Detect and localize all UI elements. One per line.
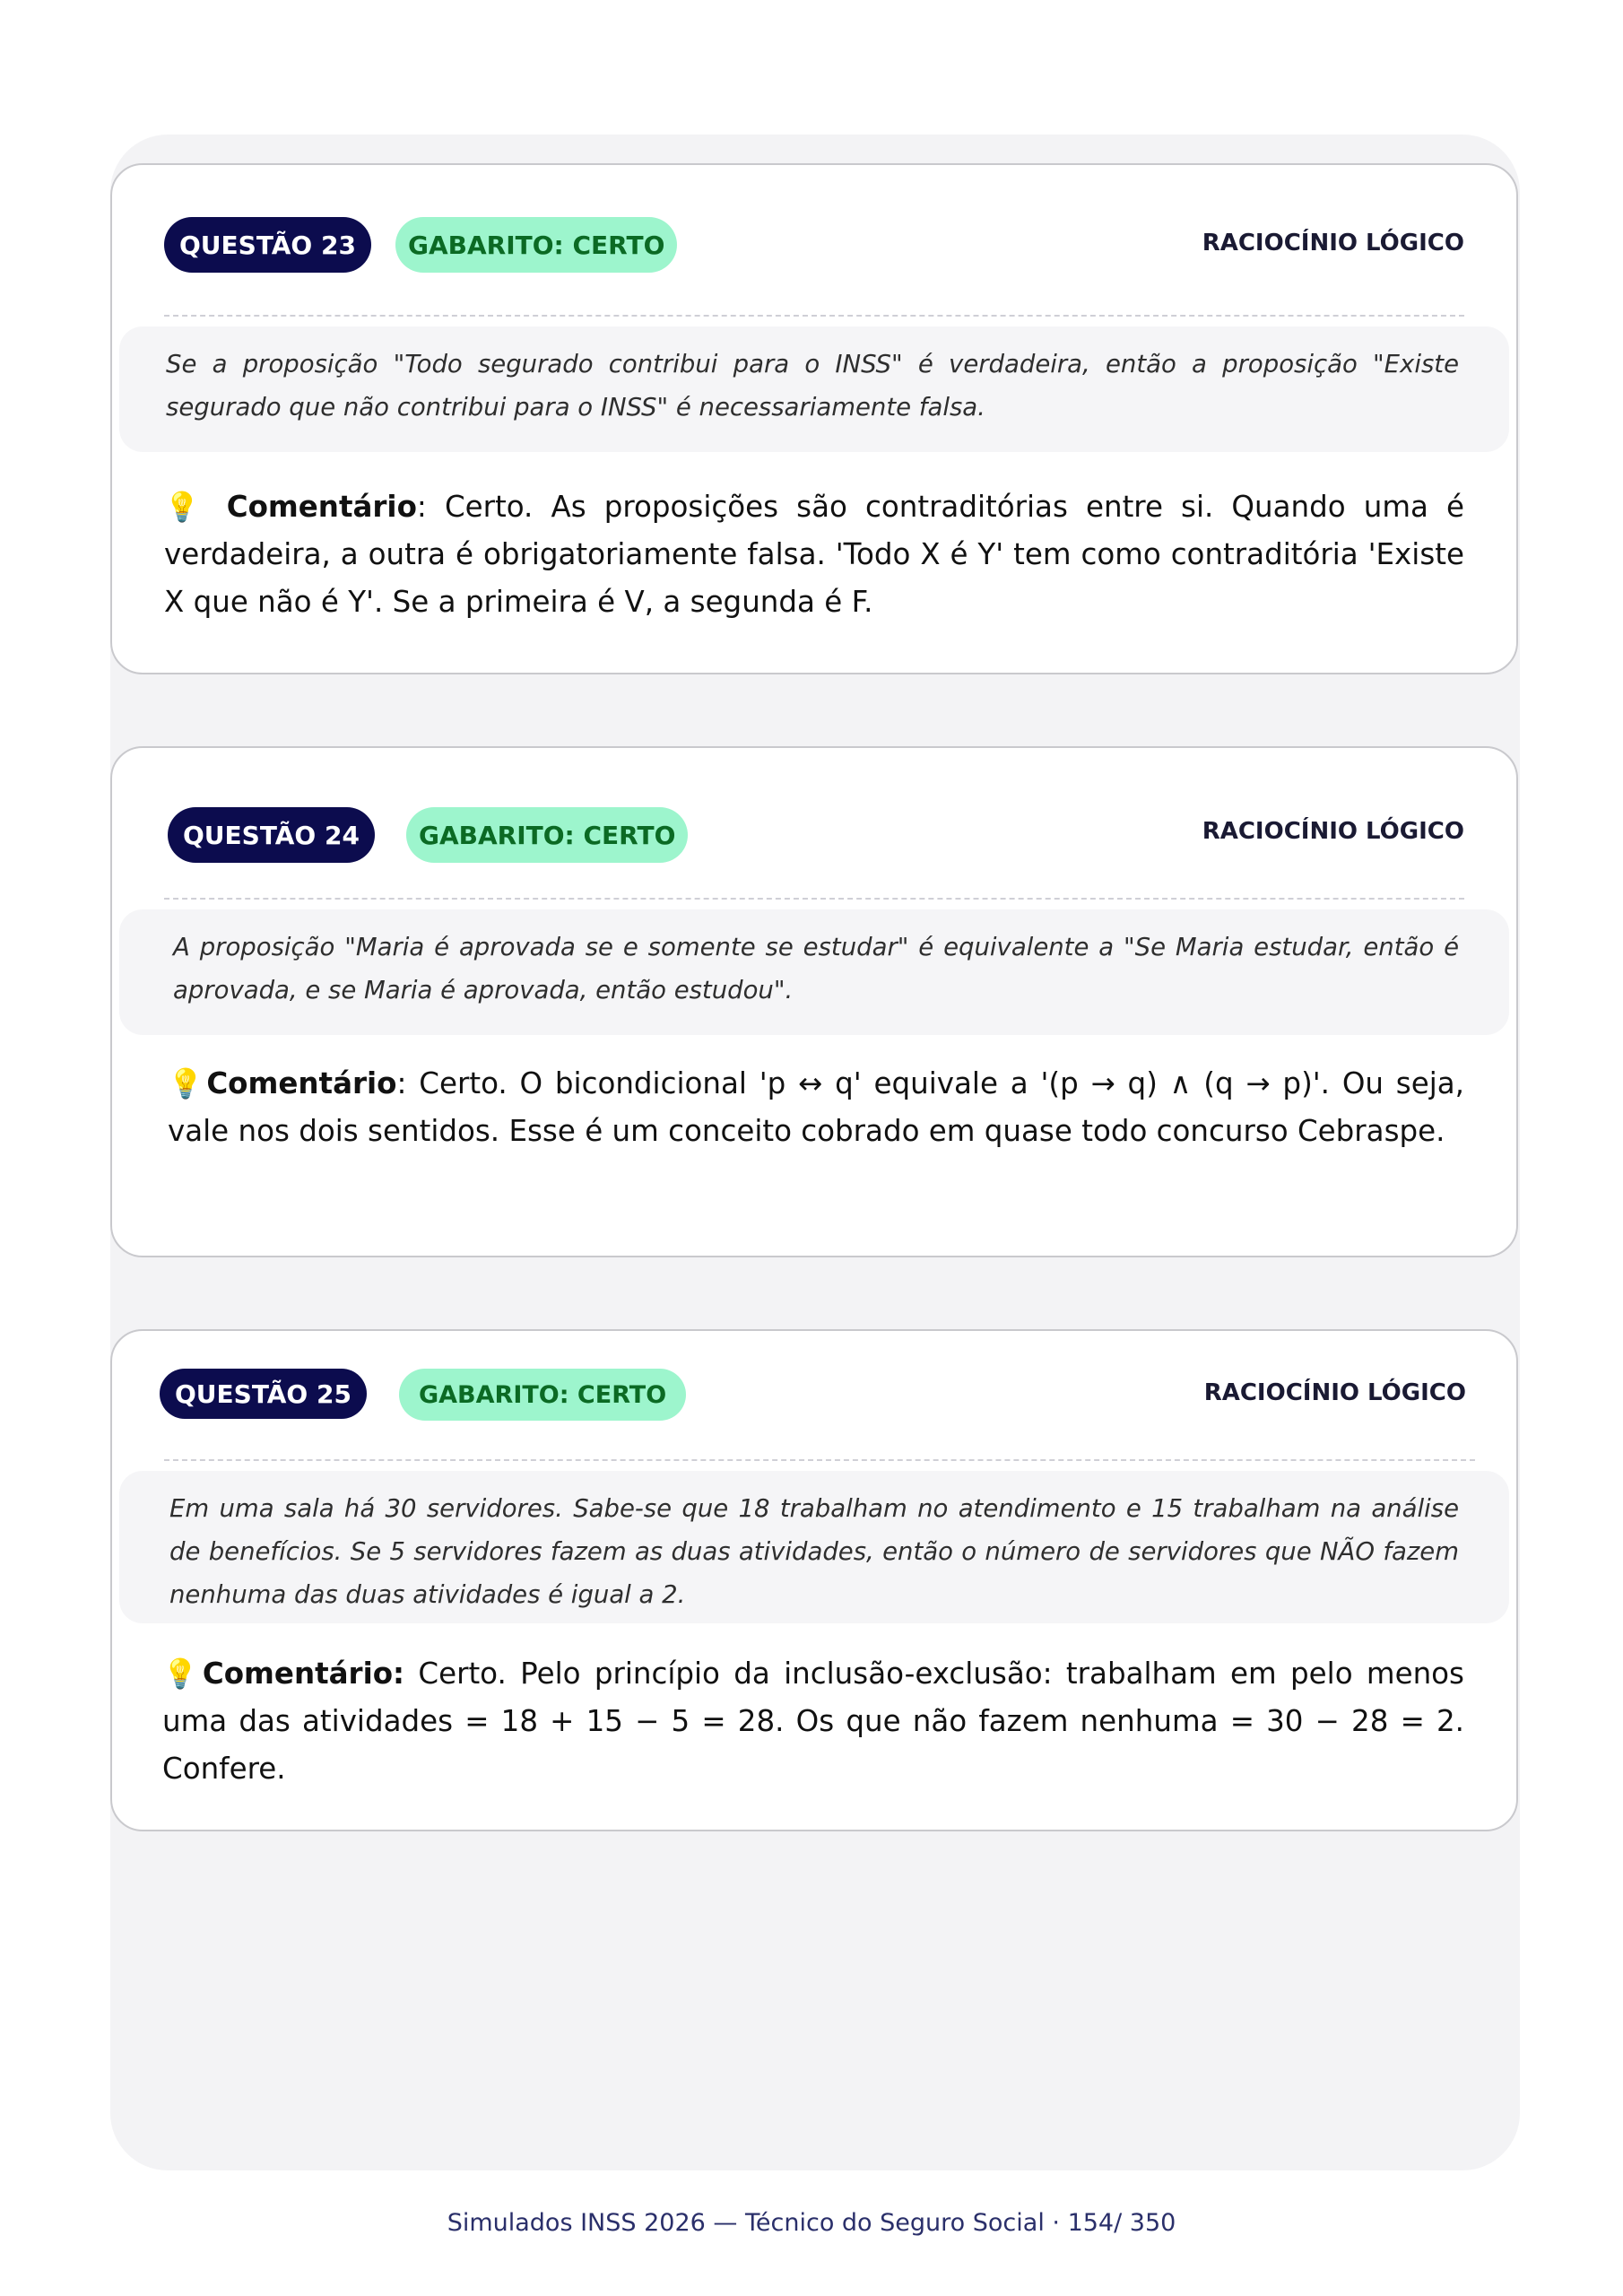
question-number-badge: QUESTÃO 25 xyxy=(160,1369,367,1419)
comment xyxy=(164,483,1464,626)
comment-text: Certo. Pelo princípio da inclusão-exclusão: trabalham em pelo menos uma das atividades = 18 + 15 − 5 = 28. Os que não fazem nenhuma = 30 − 28 = 2. Confere. xyxy=(162,1657,1464,1786)
lightbulb-icon: 💡 xyxy=(162,1657,203,1691)
question-card-25 xyxy=(110,1329,1518,1831)
comment-text: Certo. O bicondicional 'p ↔ q' equivale a '(p → q) ∧ (q → p)'. Ou seja, vale nos dois sentidos. Esse é um conceito cobrado em quase todo concurso Cebraspe. xyxy=(168,1066,1465,1148)
subject-label: RACIOCÍNIO LÓGICO xyxy=(1202,818,1464,845)
subject-label: RACIOCÍNIO LÓGICO xyxy=(1203,1379,1466,1406)
answer-badge: GABARITO: CERTO xyxy=(406,807,688,863)
question-statement: Se a proposição "Todo segurado contribui para o INSS" é verdadeira, então a proposição "Existe segurado que não contribui para o INSS" é necessariamente falsa. xyxy=(119,326,1509,452)
header-divider xyxy=(164,315,1464,317)
subject-label: RACIOCÍNIO LÓGICO xyxy=(1202,230,1464,257)
lightbulb-icon: 💡 xyxy=(168,1066,207,1100)
question-card-24 xyxy=(110,746,1518,1257)
question-statement: Em uma sala há 30 servidores. Sabe-se que 18 trabalham no atendimento e 15 trabalham na análise de benefícios. Se 5 servidores fazem as duas atividades, então o número de servidores que NÃO fazem nenhuma das duas atividades é igual a 2. xyxy=(119,1471,1509,1623)
page-footer: Simulados INSS 2026 — Técnico do Seguro Social · 154/ 350 xyxy=(447,2209,1176,2237)
comment xyxy=(162,1650,1464,1793)
lightbulb-icon: 💡 xyxy=(164,490,209,524)
question-number-badge: QUESTÃO 24 xyxy=(168,807,375,863)
question-header xyxy=(164,217,1464,274)
question-statement: A proposição "Maria é aprovada se e somente se estudar" é equivalente a "Se Maria estudar, então é aprovada, e se Maria é aprovada, então estudou". xyxy=(119,909,1509,1035)
comment-separator: : xyxy=(416,490,445,524)
comment-label: Comentário xyxy=(226,490,417,524)
question-card-23 xyxy=(110,163,1518,674)
question-number-badge: QUESTÃO 23 xyxy=(164,217,371,273)
comment-separator xyxy=(404,1657,418,1691)
question-header xyxy=(164,807,1464,865)
question-header xyxy=(164,1369,1466,1426)
header-divider xyxy=(164,898,1464,900)
comment-text: Certo. As proposições são contraditórias entre si. Quando uma é verdadeira, a outra é obrigatoriamente falsa. 'Todo X é Y' tem como contraditória 'Existe X que não é Y'. Se a primeira é V, a segunda é F. xyxy=(164,490,1464,619)
comment-label: Comentário xyxy=(206,1066,397,1100)
comment xyxy=(168,1060,1464,1155)
header-divider xyxy=(164,1459,1475,1461)
answer-badge: GABARITO: CERTO xyxy=(399,1369,686,1421)
comment-label: Comentário: xyxy=(202,1657,405,1691)
comment-separator: : xyxy=(396,1066,420,1100)
answer-badge: GABARITO: CERTO xyxy=(395,217,677,273)
